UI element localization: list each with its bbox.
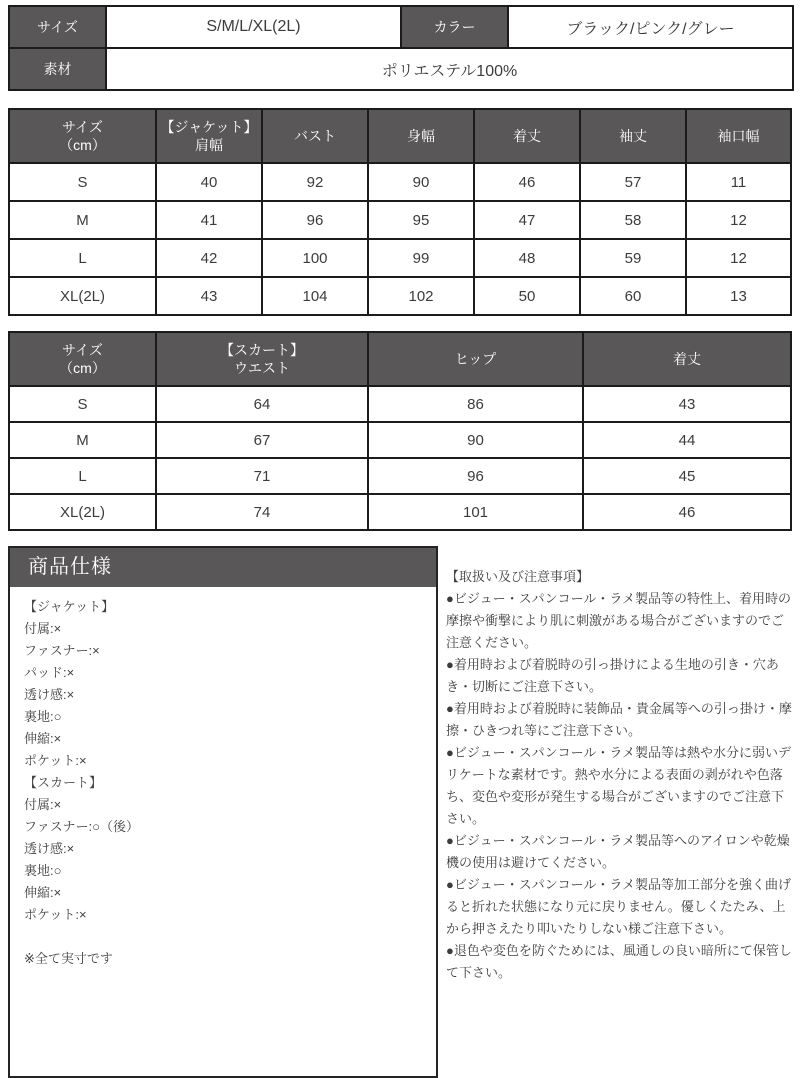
- spec-line: パッド:×: [24, 665, 75, 680]
- jacket-col-size: [9, 109, 156, 163]
- table-cell: 13: [686, 277, 791, 315]
- table-row: [9, 422, 791, 458]
- table-cell: 104: [262, 277, 368, 315]
- table-cell: M: [9, 201, 156, 239]
- spec-line: 伸縮:×: [24, 731, 62, 746]
- bottom-section: [8, 546, 792, 1078]
- care-note-item: ●ビジュー・スパンコール・ラメ製品等は熱や水分に弱いデリケートな素材です。熱や水分による表面の剥がれや色落ち、変色や変形が発生する場合がございますのでご注意下さい。: [446, 745, 791, 826]
- table-cell: 42: [156, 239, 262, 277]
- care-notes: [446, 546, 792, 984]
- care-note-item: ●着用時および着脱時の引っ掛けによる生地の引き・穴あき・切断にご注意下さい。: [446, 657, 779, 694]
- spec-line: [24, 926, 422, 948]
- header-line: （cm）: [59, 137, 106, 153]
- skirt-header-row: [9, 332, 791, 386]
- jacket-col-width: [368, 109, 474, 163]
- skirt-col-size: [9, 332, 156, 386]
- care-note-item: ●ビジュー・スパンコール・ラメ製品等の特性上、着用時の摩擦や衝撃により肌に刺激がある場合がございますのでご注意ください。: [446, 591, 791, 650]
- table-cell: 67: [156, 422, 368, 458]
- header-line: 袖丈: [619, 128, 647, 144]
- skirt-table-body: [9, 386, 791, 530]
- table-row: [9, 494, 791, 530]
- table-cell: 57: [580, 163, 686, 201]
- jacket-col-shoulder: [156, 109, 262, 163]
- table-cell: 90: [368, 163, 474, 201]
- table-cell: 50: [474, 277, 580, 315]
- table-cell: 58: [580, 201, 686, 239]
- table-cell: 71: [156, 458, 368, 494]
- spec-line: 付属:×: [24, 797, 62, 812]
- table-cell: L: [9, 239, 156, 277]
- header-line: 袖口幅: [717, 128, 760, 144]
- table-cell: S: [9, 386, 156, 422]
- spec-line: ポケット:×: [24, 907, 87, 922]
- care-note-item: ●着用時および着脱時に装飾品・貴金属等への引っ掛け・摩擦・ひきつれ等にご注意下さい。: [446, 701, 792, 738]
- table-cell: 90: [368, 422, 583, 458]
- header-line: ウエスト: [234, 360, 290, 376]
- header-line: 身幅: [407, 128, 435, 144]
- skirt-col-waist: [156, 332, 368, 386]
- table-cell: 92: [262, 163, 368, 201]
- spec-line: 付属:×: [24, 621, 62, 636]
- spec-line: ※全て実寸です: [24, 951, 113, 966]
- skirt-col-length: [583, 332, 791, 386]
- table-cell: 74: [156, 494, 368, 530]
- table-row: [9, 163, 791, 201]
- table-cell: XL(2L): [9, 277, 156, 315]
- table-cell: L: [9, 458, 156, 494]
- table-cell: 47: [474, 201, 580, 239]
- header-line: ヒップ: [454, 351, 497, 367]
- table-cell: 45: [583, 458, 791, 494]
- table-cell: 12: [686, 201, 791, 239]
- table-cell: 48: [474, 239, 580, 277]
- table-cell: 101: [368, 494, 583, 530]
- table-cell: 59: [580, 239, 686, 277]
- spec-line: 透け感:×: [24, 687, 75, 702]
- spec-line: ファスナー:○（後）: [24, 819, 139, 834]
- table-cell: 41: [156, 201, 262, 239]
- spec-line: 【ジャケット】: [24, 599, 115, 614]
- spec-box-title: 商品仕様: [10, 548, 436, 587]
- table-cell: 99: [368, 239, 474, 277]
- table-cell: S: [9, 163, 156, 201]
- care-notes-title: 【取扱い及び注意事項】: [446, 569, 590, 584]
- table-cell: 64: [156, 386, 368, 422]
- table-cell: 44: [583, 422, 791, 458]
- table-cell: 43: [583, 386, 791, 422]
- table-cell: 86: [368, 386, 583, 422]
- table-cell: 46: [474, 163, 580, 201]
- spec-line: 裏地:○: [24, 709, 62, 724]
- table-cell: M: [9, 422, 156, 458]
- skirt-col-hip: [368, 332, 583, 386]
- care-note-item: ●ビジュー・スパンコール・ラメ製品等へのアイロンや乾燥機の使用は避けてください。: [446, 833, 790, 870]
- table-cell: 11: [686, 163, 791, 201]
- table-cell: 46: [583, 494, 791, 530]
- spec-line: 伸縮:×: [24, 885, 62, 900]
- header-line: 【スカート】: [220, 342, 304, 358]
- material-label-cell: 素材: [9, 48, 106, 90]
- summary-table: [8, 5, 794, 91]
- size-value-cell: S/M/L/XL(2L): [106, 6, 401, 48]
- header-line: 着丈: [673, 351, 701, 367]
- header-line: サイズ: [62, 119, 103, 135]
- table-row: [9, 458, 791, 494]
- product-spec-box: [8, 546, 438, 1078]
- material-value-cell: ポリエステル100%: [106, 48, 793, 90]
- table-row: [9, 201, 791, 239]
- table-row: [9, 386, 791, 422]
- table-cell: 102: [368, 277, 474, 315]
- table-row: [9, 239, 791, 277]
- header-line: 【ジャケット】: [160, 119, 258, 135]
- care-note-item: ●退色や変色を防ぐためには、風通しの良い暗所にて保管して下さい。: [446, 943, 792, 980]
- jacket-size-table: [8, 108, 792, 316]
- header-line: 着丈: [513, 128, 541, 144]
- color-label-cell: カラー: [401, 6, 508, 48]
- jacket-col-sleeve: [580, 109, 686, 163]
- spec-line: 【スカート】: [24, 775, 103, 790]
- care-notes-list: [446, 588, 792, 984]
- size-label-cell: サイズ: [9, 6, 106, 48]
- skirt-size-table: [8, 331, 792, 531]
- spec-line: 透け感:×: [24, 841, 75, 856]
- header-line: （cm）: [59, 360, 106, 376]
- jacket-header-row: [9, 109, 791, 163]
- table-cell: XL(2L): [9, 494, 156, 530]
- jacket-table-body: [9, 163, 791, 315]
- summary-row-size-color: [9, 6, 793, 48]
- table-cell: 40: [156, 163, 262, 201]
- header-line: サイズ: [62, 342, 103, 358]
- table-cell: 100: [262, 239, 368, 277]
- table-cell: 96: [368, 458, 583, 494]
- table-cell: 96: [262, 201, 368, 239]
- table-cell: 95: [368, 201, 474, 239]
- care-note-item: ●ビジュー・スパンコール・ラメ製品等加工部分を強く曲げると折れた状態になり元に戻りません。優しくたたみ、上から押さえたり叩いたりしない様ご注意下さい。: [446, 877, 791, 936]
- summary-row-material: [9, 48, 793, 90]
- table-cell: 43: [156, 277, 262, 315]
- jacket-col-length: [474, 109, 580, 163]
- spec-line: ポケット:×: [24, 753, 87, 768]
- spec-box-body: [10, 587, 436, 979]
- table-cell: 60: [580, 277, 686, 315]
- header-line: バスト: [294, 128, 336, 144]
- jacket-col-bust: [262, 109, 368, 163]
- spec-line: 裏地:○: [24, 863, 62, 878]
- header-line: 肩幅: [195, 137, 223, 153]
- table-row: [9, 277, 791, 315]
- jacket-col-cuff: [686, 109, 791, 163]
- spec-line: ファスナー:×: [24, 643, 100, 658]
- table-cell: 12: [686, 239, 791, 277]
- color-value-cell: ブラック/ピンク/グレー: [508, 6, 793, 48]
